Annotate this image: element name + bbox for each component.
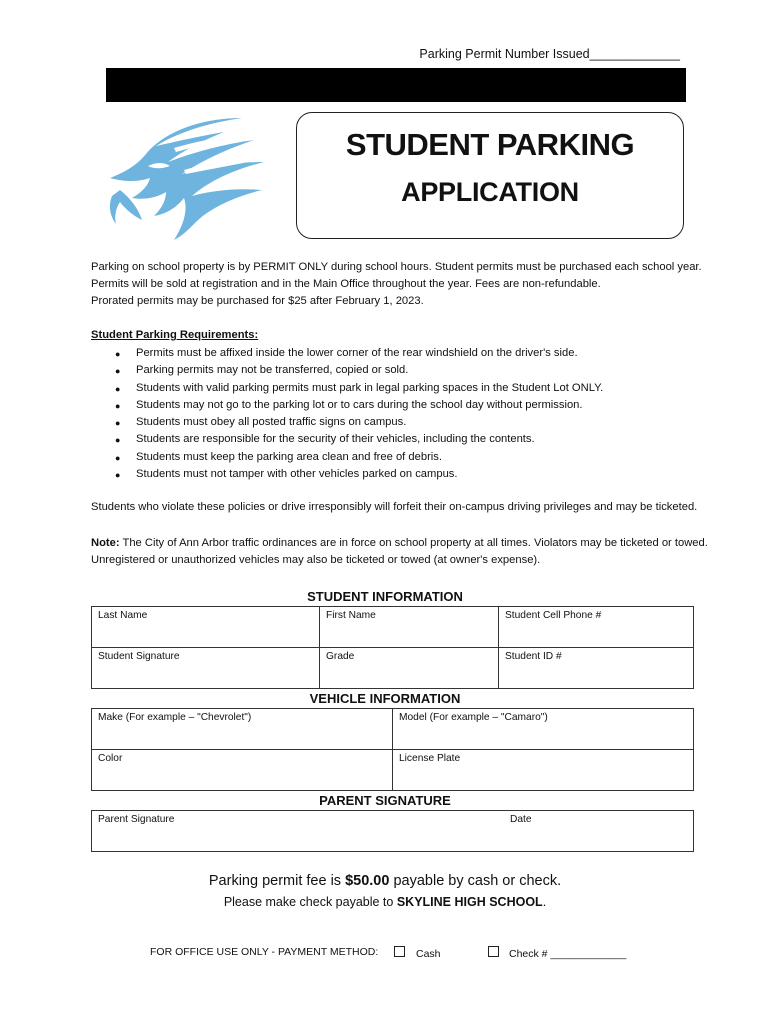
field-label: Make (For example – "Chevrolet"): [98, 712, 252, 723]
check-number-label: Check # _____________: [509, 948, 627, 960]
list-item: ● Students must not tamper with other vehicles parked on campus.: [91, 466, 603, 483]
parent-signature-table: [91, 810, 694, 852]
requirements-heading: Student Parking Requirements:: [91, 329, 259, 341]
field-label: Student Signature: [98, 651, 180, 662]
page-subtitle: APPLICATION: [401, 177, 579, 207]
first-name-field[interactable]: [320, 607, 499, 648]
student-info-heading: STUDENT INFORMATION: [307, 589, 463, 604]
field-label: License Plate: [399, 753, 461, 764]
page-title: STUDENT PARKING: [345, 127, 635, 162]
requirements-list: [91, 345, 603, 483]
intro-line: Prorated permits may be purchased for $25 after February 1, 2023.: [91, 295, 424, 307]
field-label: Color: [98, 753, 123, 764]
list-item: ● Students must obey all posted traffic signs on campus.: [91, 414, 603, 431]
header-bar: [106, 68, 686, 102]
date-field[interactable]: [504, 811, 694, 852]
model-field[interactable]: [393, 709, 694, 750]
make-field[interactable]: [92, 709, 393, 750]
list-item: ● Students must keep the parking area clean and free of debris.: [91, 449, 603, 466]
list-item: ● Students with valid parking permits must park in legal parking spaces in the Student Lot ONLY.: [91, 380, 603, 397]
fee-line: [0, 873, 770, 889]
list-item: ● Permits must be affixed inside the lower corner of the rear windshield on the driver's side.: [91, 345, 603, 362]
permit-number-label: Parking Permit Number Issued_____________: [419, 47, 680, 61]
check-checkbox[interactable]: [488, 946, 499, 957]
last-name-field[interactable]: [92, 607, 320, 648]
intro-line: Parking on school property is by PERMIT ONLY during school hours. Student permits must be purchased each school year.: [91, 261, 702, 273]
school-name: SKYLINE HIGH SCHOOL: [396, 895, 543, 909]
office-use-line: [150, 946, 650, 958]
parent-signature-field[interactable]: [92, 811, 505, 852]
intro-line: Permits will be sold at registration and in the Main Office throughout the year. Fees are non-refundable.: [91, 278, 601, 290]
violation-text: Students who violate these policies or drive irresponsibly will forfeit their on-campus driving privileges and may be ticketed.: [91, 501, 698, 513]
check-payable-line: [0, 895, 770, 909]
intro-paragraph: [91, 259, 711, 310]
field-label: Date: [510, 814, 532, 825]
list-item: ● Students are responsible for the security of their vehicles, including the contents.: [91, 431, 603, 448]
field-label: Student Cell Phone #: [505, 610, 602, 621]
note-line: [91, 535, 708, 552]
student-id-field[interactable]: [499, 648, 694, 689]
note-text: The City of Ann Arbor traffic ordinances are in force on school property at all times. Violators may be ticketed or towed.: [119, 537, 708, 549]
fee-prefix: Parking permit fee is: [208, 873, 346, 889]
field-label: Last Name: [98, 610, 148, 621]
grade-field[interactable]: [320, 648, 499, 689]
field-label: Model (For example – "Camaro"): [399, 712, 548, 723]
field-label: Student ID #: [505, 651, 562, 662]
color-field[interactable]: [92, 750, 393, 791]
list-item: ● Parking permits may not be transferred, copied or sold.: [91, 362, 603, 379]
license-plate-field[interactable]: [393, 750, 694, 791]
fee-suffix: payable by cash or check.: [389, 873, 562, 889]
cell-phone-field[interactable]: [499, 607, 694, 648]
note-label: Note:: [91, 537, 120, 549]
field-label: First Name: [326, 610, 376, 621]
student-info-table: [91, 606, 694, 689]
check-prefix: Please make check payable to: [223, 895, 397, 909]
title-box: [296, 112, 684, 239]
note-paragraph: [91, 535, 708, 569]
fee-amount: $50.00: [345, 873, 390, 889]
check-suffix: .: [542, 895, 547, 909]
field-label: Parent Signature: [98, 814, 175, 825]
parent-signature-heading: PARENT SIGNATURE: [319, 793, 451, 808]
note-line: Unregistered or unauthorized vehicles may also be ticketed or towed (at owner's expense).: [91, 554, 541, 566]
field-label: Grade: [326, 651, 355, 662]
list-item: ● Students may not go to the parking lot or to cars during the school day without permission.: [91, 397, 603, 414]
office-use-label: FOR OFFICE USE ONLY - PAYMENT METHOD:: [150, 946, 379, 958]
vehicle-info-heading: VEHICLE INFORMATION: [309, 691, 461, 706]
cash-checkbox[interactable]: [394, 946, 405, 957]
student-signature-field[interactable]: [92, 648, 320, 689]
cash-label: Cash: [416, 948, 441, 960]
eagle-head-icon: [104, 112, 276, 242]
vehicle-info-table: [91, 708, 694, 791]
